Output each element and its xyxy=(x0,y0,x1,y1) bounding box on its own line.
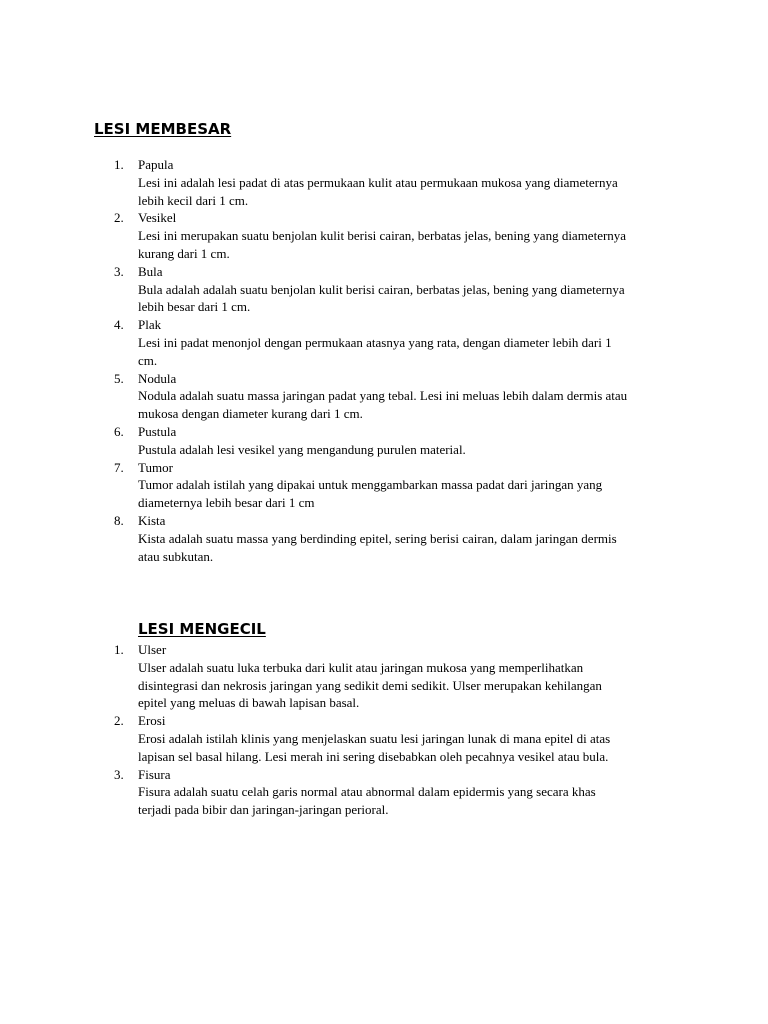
item-number: 5. xyxy=(114,370,124,386)
list-item xyxy=(114,423,674,459)
item-description-line: Fisura adalah suatu celah garis normal atau abnormal dalam epidermis yang secara khas xyxy=(138,784,596,800)
item-description-line: atau subkutan. xyxy=(138,548,214,564)
item-description-line: Nodula adalah suatu massa jaringan padat yang tebal. Lesi ini meluas lebih dalam dermis atau xyxy=(138,388,628,404)
item-term: Vesikel xyxy=(138,210,177,226)
item-description-line: mukosa dengan diameter kurang dari 1 cm. xyxy=(138,406,363,422)
lesi-membesar-list xyxy=(114,156,674,565)
item-term: Ulser xyxy=(138,642,167,657)
item-description-line: lapisan sel basal hilang. Lesi merah ini sering disebabkan oleh pecahnya vesikel atau bula. xyxy=(138,748,609,764)
item-description-line: Bula adalah adalah suatu benjolan kulit berisi cairan, berbatas jelas, bening yang diameternya xyxy=(138,281,625,297)
item-number: 6. xyxy=(114,423,124,439)
item-term: Tumor xyxy=(138,459,173,475)
item-description-line: Lesi ini merupakan suatu benjolan kulit berisi cairan, berbatas jelas, bening yang diameternya xyxy=(138,228,627,244)
item-number: 3. xyxy=(114,263,124,279)
item-number: 8. xyxy=(114,512,124,528)
list-item xyxy=(114,263,674,316)
list-item xyxy=(114,156,674,209)
item-description-line: lebih besar dari 1 cm. xyxy=(138,299,251,315)
item-term: Fisura xyxy=(138,766,171,782)
item-description-line: lebih kecil dari 1 cm. xyxy=(138,192,249,208)
item-description-line: Erosi adalah istilah klinis yang menjelaskan suatu lesi jaringan lunak di mana epitel di atas xyxy=(138,730,611,746)
item-description-line: disintegrasi dan nekrosis jaringan yang sedikit demi sedikit. Ulser merupakan kehilangan xyxy=(138,677,602,693)
item-term: Erosi xyxy=(138,713,166,729)
list-item xyxy=(114,209,674,262)
list-item xyxy=(114,641,674,712)
item-description-line: Kista adalah suatu massa yang berdinding epitel, sering berisi cairan, dalam jaringan dermis xyxy=(138,530,617,546)
item-number: 2. xyxy=(114,713,124,729)
item-description-line: epitel yang meluas di bawah lapisan basal. xyxy=(138,695,360,711)
item-description-line: Ulser adalah suatu luka terbuka dari kulit atau jaringan mukosa yang memperlihatkan xyxy=(138,659,584,675)
item-number: 2. xyxy=(114,210,124,226)
item-description-line: terjadi pada bibir dan jaringan-jaringan perioral. xyxy=(138,802,389,818)
item-number: 3. xyxy=(114,766,124,782)
section-heading-lesi-mengecil: LESI MENGECIL xyxy=(138,620,266,638)
section-heading-lesi-membesar: LESI MEMBESAR xyxy=(94,120,232,138)
list-item xyxy=(114,370,674,423)
item-number: 4. xyxy=(114,317,124,333)
item-description-line: Pustula adalah lesi vesikel yang mengandung purulen material. xyxy=(138,441,466,457)
list-item xyxy=(114,766,674,819)
lesi-mengecil-list xyxy=(114,641,674,819)
item-description-line: Tumor adalah istilah yang dipakai untuk menggambarkan massa padat dari jaringan yang xyxy=(138,477,603,493)
item-number: 1. xyxy=(114,157,124,172)
list-item xyxy=(114,316,674,369)
item-term: Papula xyxy=(138,157,174,172)
list-item xyxy=(114,459,674,512)
item-term: Bula xyxy=(138,263,163,279)
item-term: Pustula xyxy=(138,423,177,439)
item-term: Nodula xyxy=(138,370,177,386)
item-number: 7. xyxy=(114,459,124,475)
item-description-line: cm. xyxy=(138,352,158,368)
list-item xyxy=(114,512,674,565)
item-term: Kista xyxy=(138,512,166,528)
item-term: Plak xyxy=(138,317,162,333)
item-description-line: diameternya lebih besar dari 1 cm xyxy=(138,495,315,511)
item-description-line: Lesi ini padat menonjol dengan permukaan atasnya yang rata, dengan diameter lebih dari 1 xyxy=(138,334,612,350)
item-number: 1. xyxy=(114,642,124,657)
item-description-line: kurang dari 1 cm. xyxy=(138,245,230,261)
item-description-line: Lesi ini adalah lesi padat di atas permukaan kulit atau permukaan mukosa yang diameternya xyxy=(138,174,618,190)
list-item xyxy=(114,712,674,765)
